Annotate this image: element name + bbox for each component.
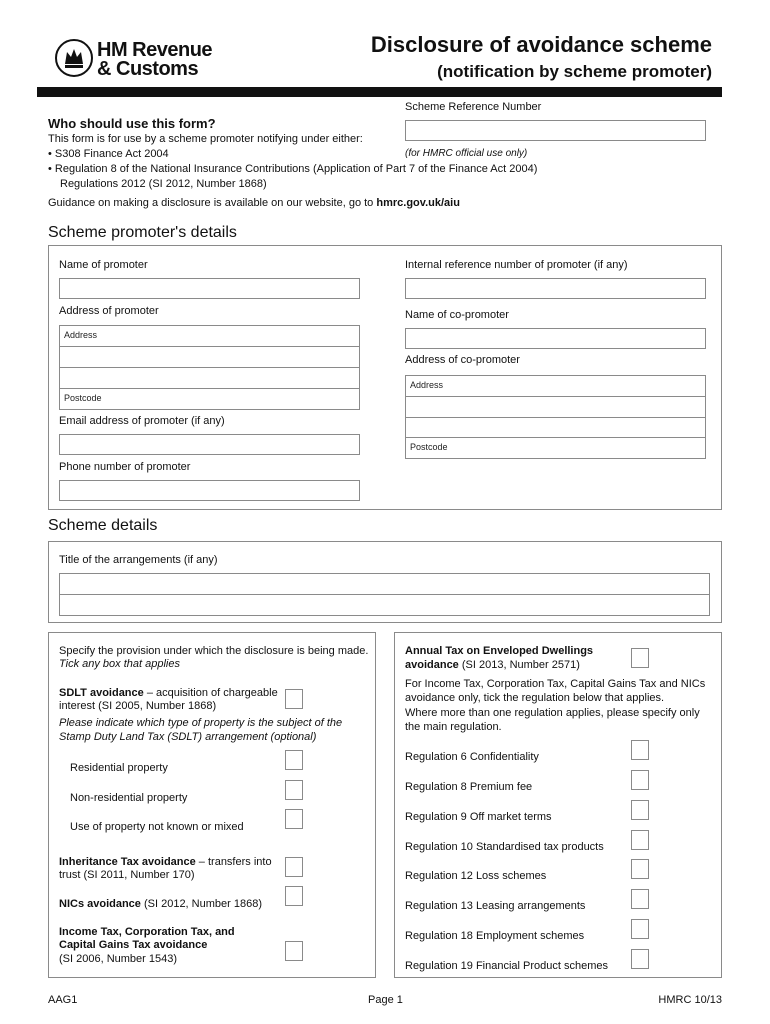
regulation-8-checkbox[interactable] xyxy=(631,770,649,790)
co-postcode-placeholder: Postcode xyxy=(410,442,448,452)
for-income-3: Where more than one regulation applies, please specify only xyxy=(405,707,700,719)
for-income-1: For Income Tax, Corporation Tax, Capital Gains Tax and NICs xyxy=(405,678,706,690)
promoter-name-input[interactable] xyxy=(59,278,360,299)
iht-line2: trust (SI 2011, Number 170) xyxy=(59,869,195,881)
copromoter-postcode-input[interactable] xyxy=(405,437,706,459)
header-divider xyxy=(37,87,722,97)
intro-bullet-2: • Regulation 8 of the National Insurance Contributions (Application of Part 7 of the Finance Act 2004) xyxy=(48,163,538,175)
nics-line xyxy=(59,897,262,911)
promoter-postcode-input[interactable] xyxy=(59,388,360,410)
logo-line1: HM Revenue xyxy=(97,39,213,61)
sdlt-line1 xyxy=(59,686,278,700)
scheme-title-line2[interactable] xyxy=(59,594,710,616)
tick-text: Tick any box that applies xyxy=(59,658,180,670)
footer-page-number: Page 1 xyxy=(368,994,403,1006)
mixed-checkbox[interactable] xyxy=(285,809,303,829)
sdlt-note1: Please indicate which type of property is the subject of the xyxy=(59,717,343,729)
promoter-section-title: Scheme promoter's details xyxy=(48,224,237,241)
sdlt-note2: Stamp Duty Land Tax (SDLT) arrangement (optional) xyxy=(59,731,317,743)
ated-bold2: avoidance xyxy=(405,659,459,671)
srn-input[interactable] xyxy=(405,120,706,141)
intro-bullet-2-cont: Regulations 2012 (SI 2012, Number 1868) xyxy=(60,178,267,190)
ated-rest: (SI 2013, Number 2571) xyxy=(458,659,580,671)
regulation-18-checkbox[interactable] xyxy=(631,919,649,939)
specify-text: Specify the provision under which the disclosure is being made. xyxy=(59,645,369,657)
ated-line1: Annual Tax on Enveloped Dwellings xyxy=(405,645,594,657)
regulation-label: Regulation 19 Financial Product schemes xyxy=(405,960,609,972)
address-placeholder: Address xyxy=(64,330,98,340)
regulation-10-checkbox[interactable] xyxy=(631,830,649,850)
guidance-prefix: Guidance on making a disclosure is available on our website, go to xyxy=(48,197,374,209)
guidance-text xyxy=(48,196,460,210)
non-residential-label: Non-residential property xyxy=(70,792,188,804)
page-title: Disclosure of avoidance scheme xyxy=(370,32,712,57)
crown-icon xyxy=(55,38,93,78)
footer-version: HMRC 10/13 xyxy=(658,994,722,1006)
scheme-section-title: Scheme details xyxy=(48,517,158,534)
intro-heading: Who should use this form? xyxy=(48,116,216,131)
iht-checkbox[interactable] xyxy=(285,857,303,877)
sdlt-bold: SDLT avoidance xyxy=(59,687,144,699)
bullet2-text: Regulation 8 of the National Insurance Contributions (Application of Part 7 of the Finance Act 2004) xyxy=(54,163,538,175)
copromoter-address-label: Address of co-promoter xyxy=(405,354,520,366)
residential-label: Residential property xyxy=(70,762,168,774)
regulation-12-checkbox[interactable] xyxy=(631,859,649,879)
regulation-label: Regulation 10 Standardised tax products xyxy=(405,841,604,853)
regulation-label: Regulation 6 Confidentiality xyxy=(405,751,539,763)
for-income-2: avoidance only, tick the regulation below that applies. xyxy=(405,692,665,704)
promoter-phone-input[interactable] xyxy=(59,480,360,501)
regulation-label: Regulation 9 Off market terms xyxy=(405,811,552,823)
scheme-title-line1[interactable] xyxy=(59,573,710,595)
promoter-email-label: Email address of promoter (if any) xyxy=(59,415,225,427)
guidance-link[interactable]: hmrc.gov.uk/aiu xyxy=(376,197,460,209)
sdlt-line2: interest (SI 2005, Number 1868) xyxy=(59,700,217,712)
nics-bold: NICs avoidance xyxy=(59,898,141,910)
internal-ref-input[interactable] xyxy=(405,278,706,299)
regulation-label: Regulation 18 Employment schemes xyxy=(405,930,585,942)
logo-line2: & Customs xyxy=(97,58,199,80)
copromoter-address-line3[interactable] xyxy=(405,417,706,439)
regulation-6-checkbox[interactable] xyxy=(631,740,649,760)
postcode-placeholder: Postcode xyxy=(64,393,102,403)
promoter-address-label: Address of promoter xyxy=(59,305,159,317)
intro-bullet-1: • S308 Finance Act 2004 xyxy=(48,148,169,160)
co-address-placeholder: Address xyxy=(410,380,444,390)
ated-checkbox[interactable] xyxy=(631,648,649,668)
regulation-9-checkbox[interactable] xyxy=(631,800,649,820)
iht-line1 xyxy=(59,855,272,869)
for-income-4: the main regulation. xyxy=(405,721,502,733)
bullet1-text: S308 Finance Act 2004 xyxy=(54,148,169,160)
income-line3: (SI 2006, Number 1543) xyxy=(59,953,178,965)
intro-lead: This form is for use by a scheme promoter notifying under either: xyxy=(48,133,363,145)
promoter-address-line3[interactable] xyxy=(59,367,360,389)
promoter-email-input[interactable] xyxy=(59,434,360,455)
internal-ref-label: Internal reference number of promoter (if any) xyxy=(405,259,628,271)
nics-checkbox[interactable] xyxy=(285,886,303,906)
income-line2: Capital Gains Tax avoidance xyxy=(59,939,208,951)
ated-line2 xyxy=(405,658,580,672)
income-checkbox[interactable] xyxy=(285,941,303,961)
copromoter-address-line2[interactable] xyxy=(405,396,706,418)
regulation-19-checkbox[interactable] xyxy=(631,949,649,969)
copromoter-name-label: Name of co-promoter xyxy=(405,309,509,321)
non-residential-checkbox[interactable] xyxy=(285,780,303,800)
promoter-name-label: Name of promoter xyxy=(59,259,148,271)
srn-label: Scheme Reference Number xyxy=(405,101,542,113)
regulation-label: Regulation 13 Leasing arrangements xyxy=(405,900,586,912)
sdlt-rest: – acquisition of chargeable xyxy=(143,687,278,699)
sdlt-checkbox[interactable] xyxy=(285,689,303,709)
residential-checkbox[interactable] xyxy=(285,750,303,770)
regulation-13-checkbox[interactable] xyxy=(631,889,649,909)
srn-note: (for HMRC official use only) xyxy=(405,148,528,159)
footer-form-code: AAG1 xyxy=(48,994,78,1006)
income-line1: Income Tax, Corporation Tax, and xyxy=(59,926,235,938)
regulation-label: Regulation 8 Premium fee xyxy=(405,781,533,793)
scheme-title-label: Title of the arrangements (if any) xyxy=(59,554,218,566)
regulation-label: Regulation 12 Loss schemes xyxy=(405,870,547,882)
iht-bold: Inheritance Tax avoidance xyxy=(59,856,196,868)
iht-rest: – transfers into xyxy=(195,856,272,868)
copromoter-address-line1[interactable] xyxy=(405,375,706,397)
copromoter-name-input[interactable] xyxy=(405,328,706,349)
promoter-phone-label: Phone number of promoter xyxy=(59,461,191,473)
mixed-label: Use of property not known or mixed xyxy=(70,821,244,833)
page-subtitle: (notification by scheme promoter) xyxy=(437,62,712,81)
nics-rest: (SI 2012, Number 1868) xyxy=(140,898,262,910)
promoter-address-line1[interactable] xyxy=(59,325,360,347)
promoter-address-line2[interactable] xyxy=(59,346,360,368)
